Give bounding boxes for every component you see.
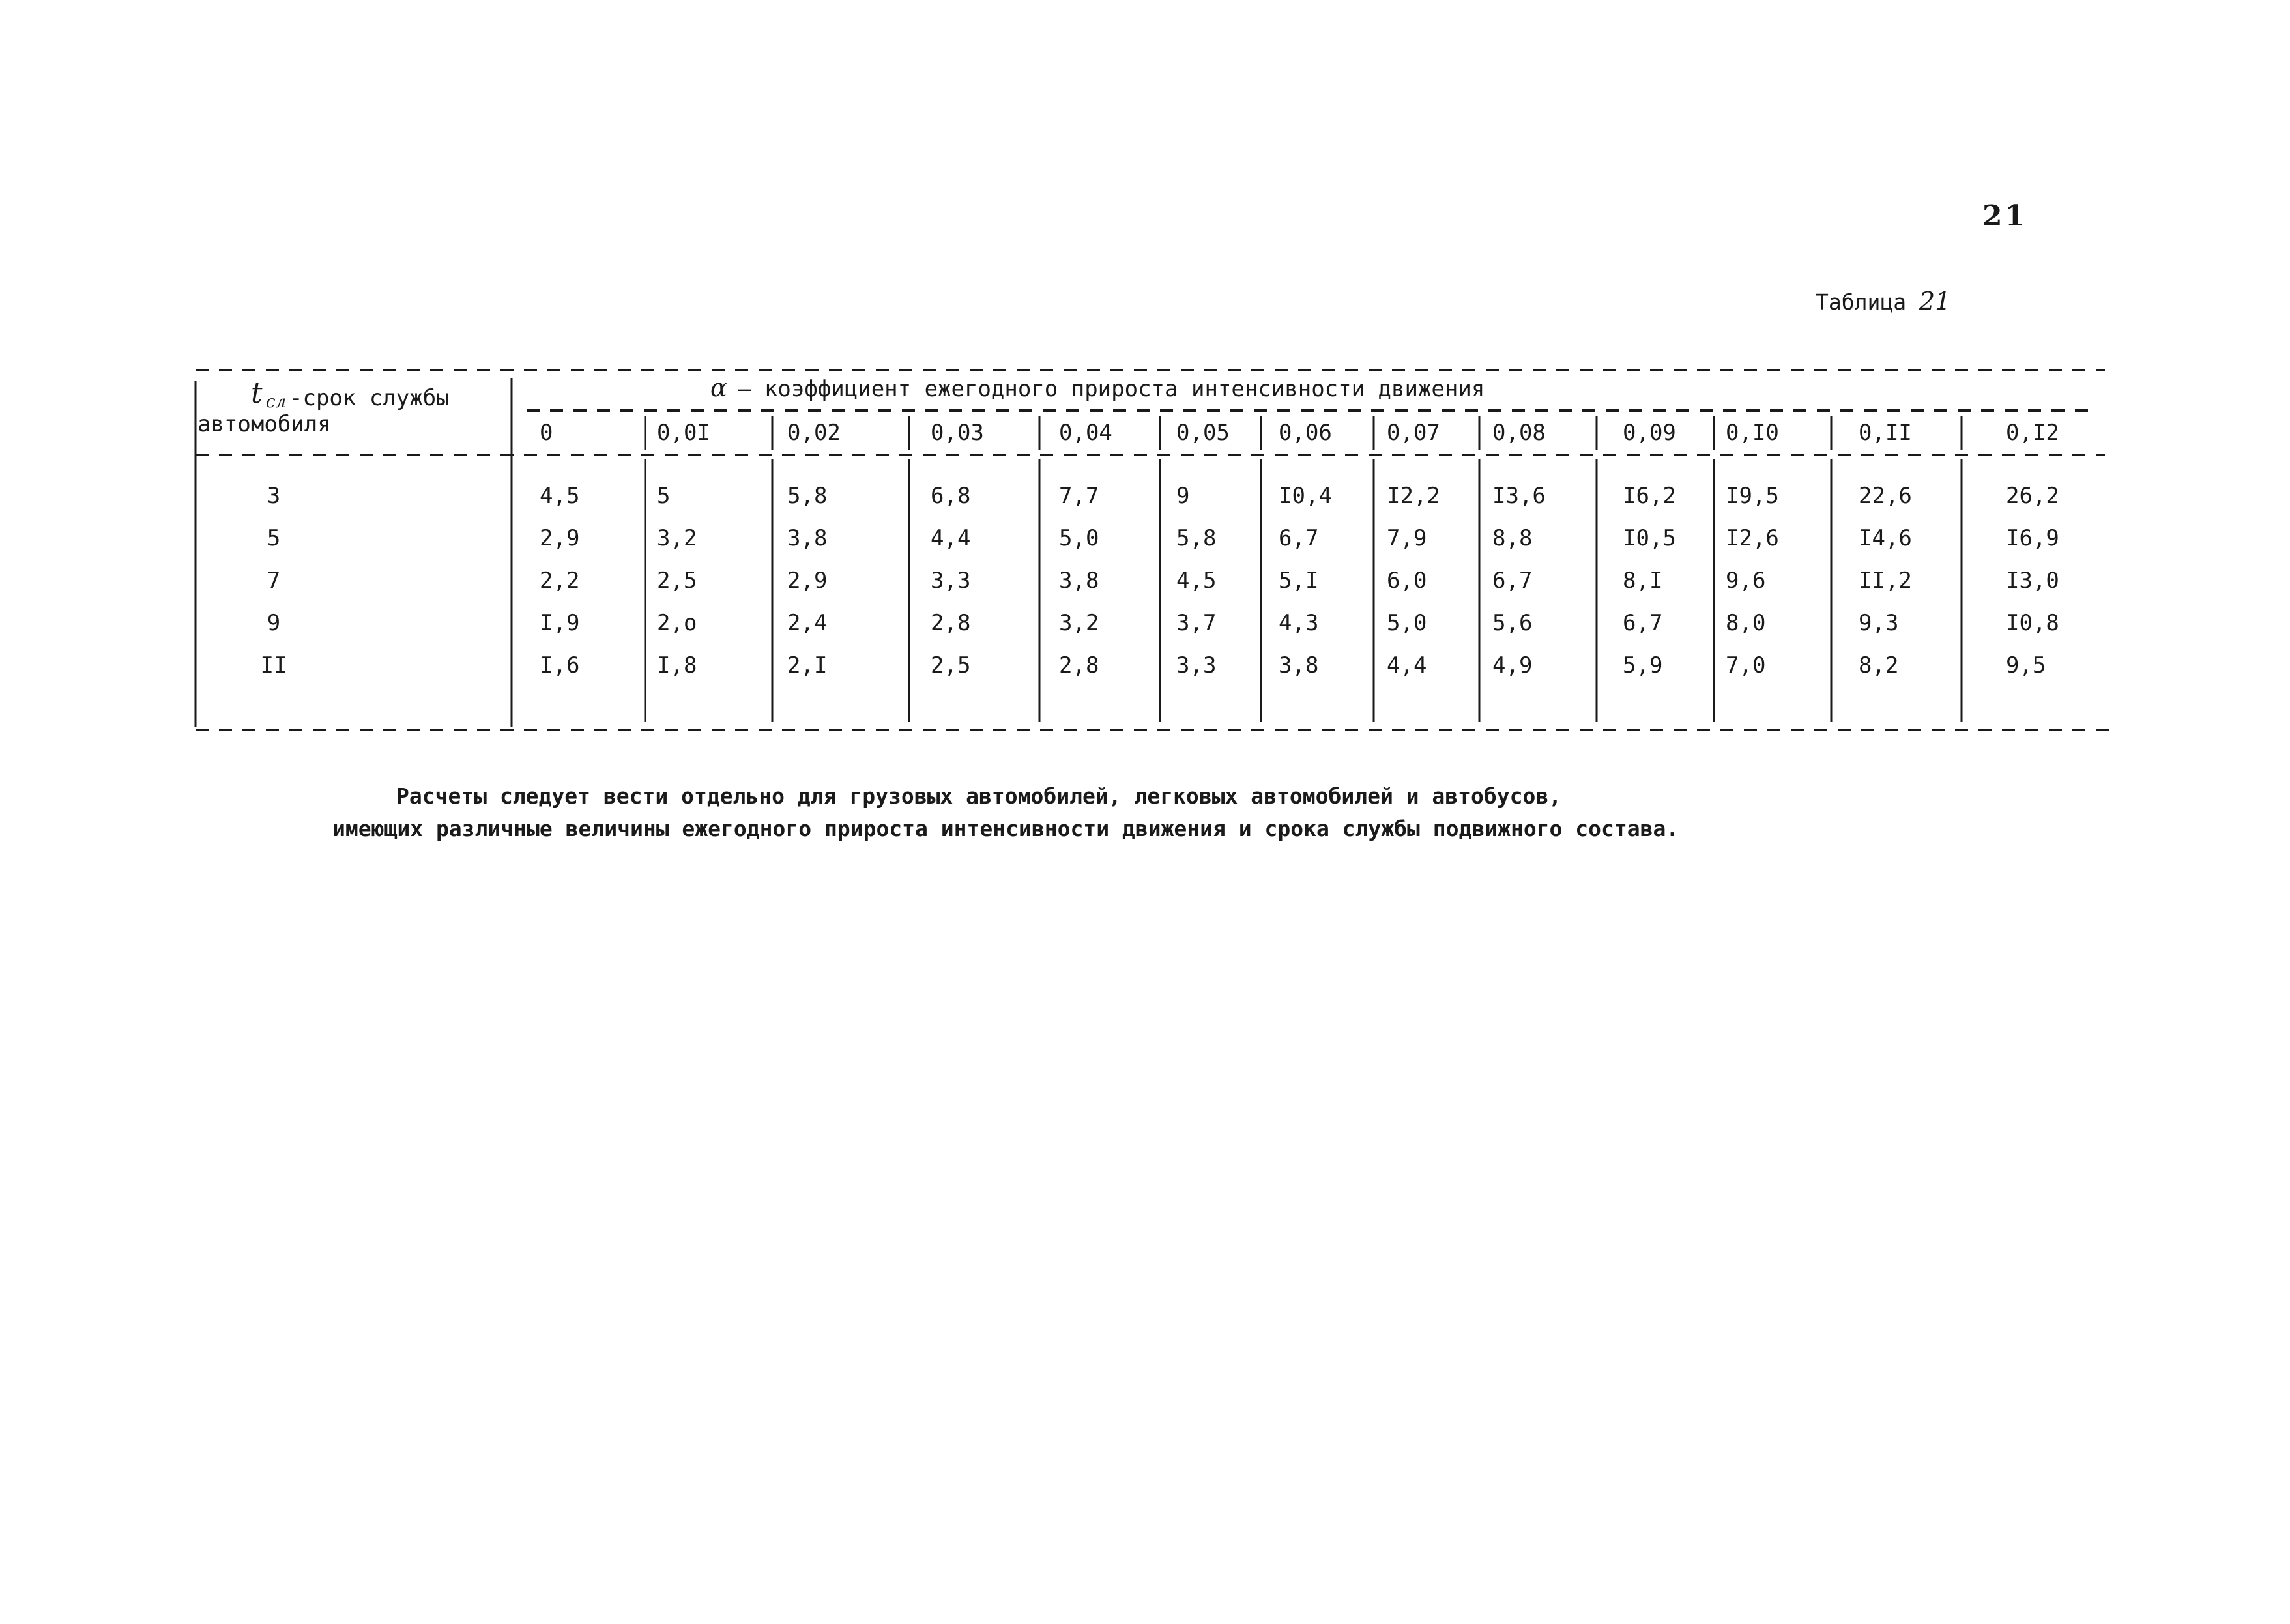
table-cell: I2,2: [1387, 483, 1440, 509]
table-cell: 5,6: [1492, 610, 1533, 636]
table-cell: 9,5: [2006, 652, 2046, 678]
note-line-2: имеющих различные величины ежегодного прироста интенсивности движения и срока службы подвижного состава.: [332, 816, 1679, 841]
table-cell: 4,4: [1387, 652, 1427, 678]
column-header: 0,05: [1176, 420, 1230, 446]
table-cell: 4,4: [931, 525, 971, 551]
row-label: 7: [267, 568, 281, 594]
table-cell: 6,0: [1387, 568, 1427, 594]
table-cell: 5,8: [1176, 525, 1217, 551]
table-cell: 4,5: [540, 483, 580, 509]
row-header-subscript: сл: [266, 392, 287, 412]
table-cell: II,2: [1859, 568, 1912, 594]
table-cell: 3,8: [1059, 568, 1099, 594]
column-header: 0,I0: [1726, 420, 1779, 446]
note-line-1: Расчеты следует вести отдельно для грузовых автомобилей, легковых автомобилей и автобусов,: [396, 783, 1562, 809]
column-header: 0: [540, 420, 553, 446]
table-cell: I0,5: [1623, 525, 1676, 551]
table-cell: 6,7: [1279, 525, 1319, 551]
row-header-line1: -срок службы: [289, 385, 450, 411]
row-label: 5: [267, 525, 281, 551]
table-cell: 26,2: [2006, 483, 2059, 509]
table-cell: I9,5: [1726, 483, 1779, 509]
table-cell: I0,4: [1279, 483, 1332, 509]
table-cell: 6,8: [931, 483, 971, 509]
table-cell: I6,2: [1623, 483, 1676, 509]
table-cell: 9,6: [1726, 568, 1766, 594]
column-header: 0,04: [1059, 420, 1112, 446]
table-cell: 2,4: [787, 610, 828, 636]
table-cell: 8,0: [1726, 610, 1766, 636]
row-label: II: [260, 652, 287, 678]
table-cell: 3,7: [1176, 610, 1217, 636]
page-number: 21: [1982, 199, 2028, 233]
table-cell: 5,I: [1279, 568, 1319, 594]
row-label: 9: [267, 610, 281, 636]
column-header: 0,06: [1279, 420, 1332, 446]
table-cell: I6,9: [2006, 525, 2059, 551]
table-cell: 3,3: [1176, 652, 1217, 678]
table-caption-number: 21: [1919, 287, 1951, 315]
table-cell: 5: [657, 483, 671, 509]
column-header: 0,07: [1387, 420, 1440, 446]
table-cell: 2,8: [1059, 652, 1099, 678]
table-cell: 2,8: [931, 610, 971, 636]
table-cell: 2,9: [540, 525, 580, 551]
table-cell: 5,8: [787, 483, 828, 509]
group-header-symbol: α: [710, 373, 727, 402]
table-cell: I2,6: [1726, 525, 1779, 551]
table-cell: 3,3: [931, 568, 971, 594]
table-cell: 7,0: [1726, 652, 1766, 678]
table-cell: 4,5: [1176, 568, 1217, 594]
table-cell: 7,7: [1059, 483, 1099, 509]
row-label: 3: [267, 483, 281, 509]
table-caption-label: Таблица: [1816, 289, 1907, 315]
data-table: [0, 0, 2290, 782]
row-header-symbol: t: [251, 377, 263, 410]
table-cell: 3,2: [1059, 610, 1099, 636]
table-cell: 4,3: [1279, 610, 1319, 636]
table-cell: 2,9: [787, 568, 828, 594]
table-cell: 8,2: [1859, 652, 1899, 678]
table-cell: I,9: [540, 610, 580, 636]
column-header: 0,09: [1623, 420, 1676, 446]
table-cell: 8,8: [1492, 525, 1533, 551]
column-header: 0,0I: [657, 420, 710, 446]
table-cell: I0,8: [2006, 610, 2059, 636]
column-header: 0,08: [1492, 420, 1546, 446]
table-cell: 6,7: [1492, 568, 1533, 594]
column-header: 0,02: [787, 420, 841, 446]
table-cell: 3,8: [787, 525, 828, 551]
table-cell: 8,I: [1623, 568, 1663, 594]
table-cell: 6,7: [1623, 610, 1663, 636]
table-cell: 9: [1176, 483, 1190, 509]
table-cell: 2,I: [787, 652, 828, 678]
table-cell: I4,6: [1859, 525, 1912, 551]
row-header-line2: автомобиля: [197, 411, 331, 437]
table-cell: 5,0: [1387, 610, 1427, 636]
table-cell: 7,9: [1387, 525, 1427, 551]
table-cell: I3,6: [1492, 483, 1546, 509]
column-header: 0,II: [1859, 420, 1912, 446]
table-cell: 22,6: [1859, 483, 1912, 509]
table-cell: 2,5: [657, 568, 697, 594]
table-cell: I,6: [540, 652, 580, 678]
table-cell: 5,0: [1059, 525, 1099, 551]
group-header-text: – коэффициент ежегодного прироста интенсивности движения: [738, 376, 1485, 402]
table-cell: 5,9: [1623, 652, 1663, 678]
table-cell: I3,0: [2006, 568, 2059, 594]
column-header: 0,03: [931, 420, 984, 446]
table-cell: 4,9: [1492, 652, 1533, 678]
column-header: 0,I2: [2006, 420, 2059, 446]
table-cell: 9,3: [1859, 610, 1899, 636]
table-cell: 2,o: [657, 610, 697, 636]
table-cell: 3,8: [1279, 652, 1319, 678]
table-cell: 2,2: [540, 568, 580, 594]
table-cell: 2,5: [931, 652, 971, 678]
table-cell: 3,2: [657, 525, 697, 551]
row-labels: [261, 483, 287, 678]
table-cell: I,8: [657, 652, 697, 678]
